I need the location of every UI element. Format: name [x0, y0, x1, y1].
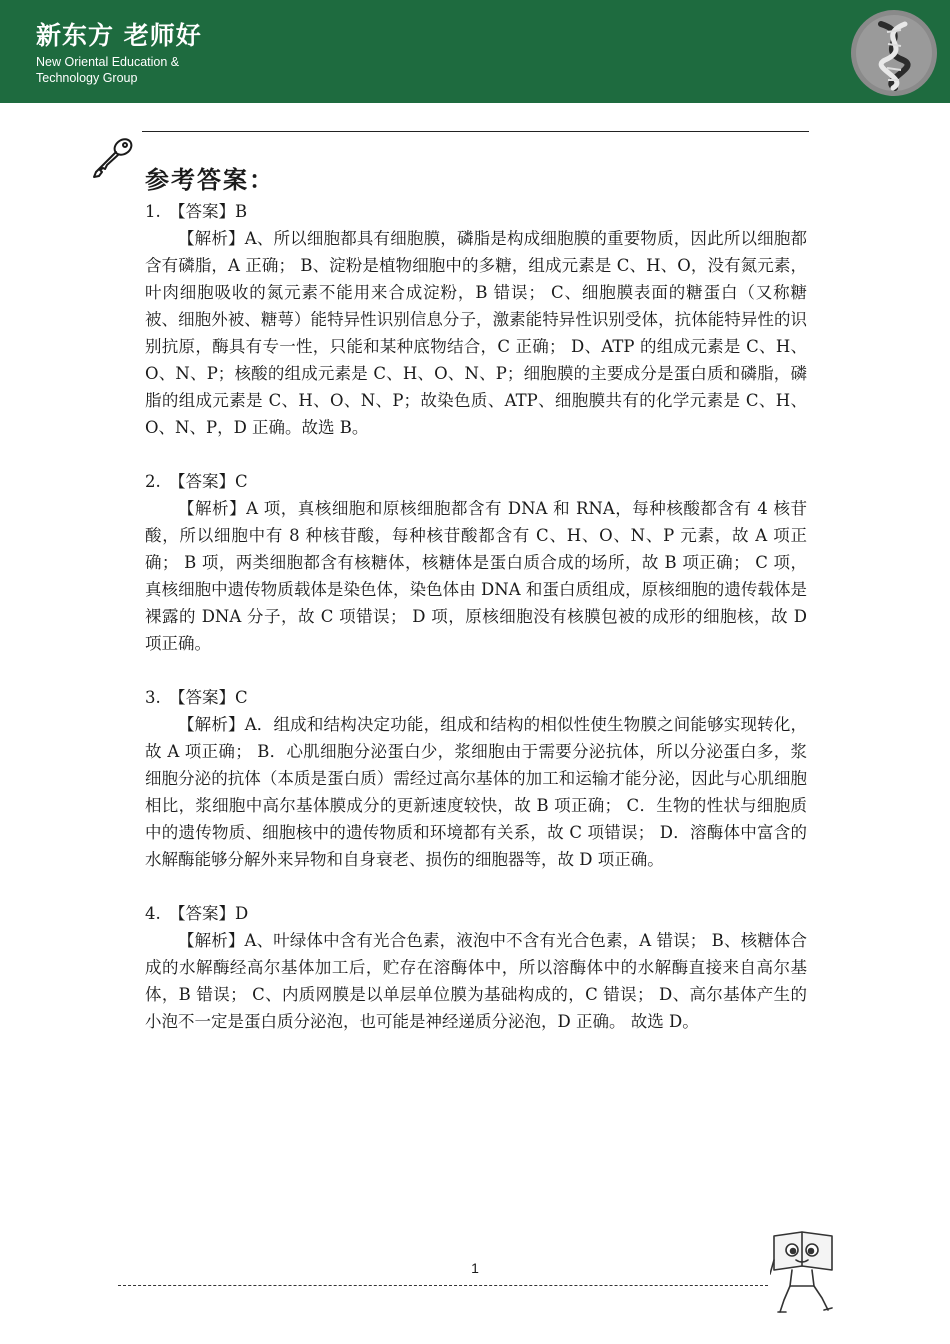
answer-line: 4. 【答案】D	[145, 904, 249, 923]
section-title: 参考答案：	[145, 165, 275, 194]
page-number: 1	[471, 1260, 479, 1276]
answer-item-1	[145, 198, 807, 441]
answer-item-3	[145, 684, 807, 873]
brand-name-en: New Oriental Education & Technology Group	[36, 55, 180, 85]
answer-list	[145, 198, 807, 1062]
analysis-text: 【解析】A 项，真核细胞和原核细胞都含有 DNA 和 RNA，每种核酸都含有 4 核苷酸，所以细胞中有 8 种核苷酸，每种核苷酸都含有 C、H、O、N、P 元素，故 A 项正确； B 项，两类细胞都含有核糖体，核糖体是蛋白质合成的场所，故 B 项正确； C 项，真核细胞中遗传物质载体是染色体，染色体由 DNA 和蛋白质组成，原核细胞的遗传载体是裸露的 DNA 分子，故 C 项错误； D 项，原核细胞没有核膜包被的成形的细胞核，故 D 项正确。	[145, 499, 807, 653]
answer-line: 1. 【答案】B	[145, 202, 248, 221]
answer-line: 3. 【答案】C	[145, 688, 248, 707]
header-banner	[0, 0, 950, 103]
dna-helix-icon	[851, 10, 937, 96]
answer-item-4	[145, 900, 807, 1035]
analysis-text: 【解析】A、叶绿体中含有光合色素，液泡中不含有光合色素，A 错误； B、核糖体合成的水解酶经高尔基体加工后，贮存在溶酶体中，所以溶酶体中的水解酶直接来自高尔基体，B 错误； C、内质网膜是以单层单位膜为基础构成的，C 错误； D、高尔基体产生的小泡不一定是蛋白质分泌泡，也可能是神经递质分泌泡，D 正确。 故选 D。	[145, 931, 807, 1031]
answer-item-2	[145, 468, 807, 657]
top-divider	[142, 131, 809, 132]
analysis-text: 【解析】A．组成和结构决定功能，组成和结构的相似性使生物膜之间能够实现转化，故 A 项正确； B．心肌细胞分泌蛋白少，浆细胞由于需要分泌抗体，所以分泌蛋白多，浆细胞分泌的抗体（本质是蛋白质）需经过高尔基体的加工和运输才能分泌，因此与心肌细胞相比，浆细胞中高尔基体膜成分的更新速度较快，故 B 项正确； C．生物的性状与细胞质中的遗传物质、细胞核中的遗传物质和环境都有关系，故 C 项错误； D．溶酶体中富含的水解酶能够分解外来异物和自身衰老、损伤的细胞器等，故 D 项正确。	[145, 715, 807, 869]
footer-divider	[118, 1285, 768, 1286]
brand-name-cn: 新东方 老师好	[36, 21, 202, 50]
answer-line: 2. 【答案】C	[145, 472, 248, 491]
key-icon	[90, 134, 136, 180]
book-mascot-icon	[770, 1230, 836, 1316]
analysis-text: 【解析】A、所以细胞都具有细胞膜，磷脂是构成细胞膜的重要物质，因此所以细胞都含有磷脂，A 正确； B、淀粉是植物细胞中的多糖，组成元素是 C、H、O，没有氮元素，叶肉细胞吸收的氮元素不能用来合成淀粉，B 错误； C、细胞膜表面的糖蛋白（又称糖被、细胞外被、糖萼）能特异性识别信息分子，激素能特异性识别受体，抗体能特异性的识别抗原，酶具有专一性，只能和某种底物结合，C 正确； D、ATP 的组成元素是 C、H、O、N、P；核酸的组成元素是 C、H、O、N、P；细胞膜的主要成分是蛋白质和磷脂，磷脂的组成元素是 C、H、O、N、P；故染色质、ATP、细胞膜共有的化学元素是 C、H、O、N、P，D 正确。故选 B。	[145, 229, 807, 437]
